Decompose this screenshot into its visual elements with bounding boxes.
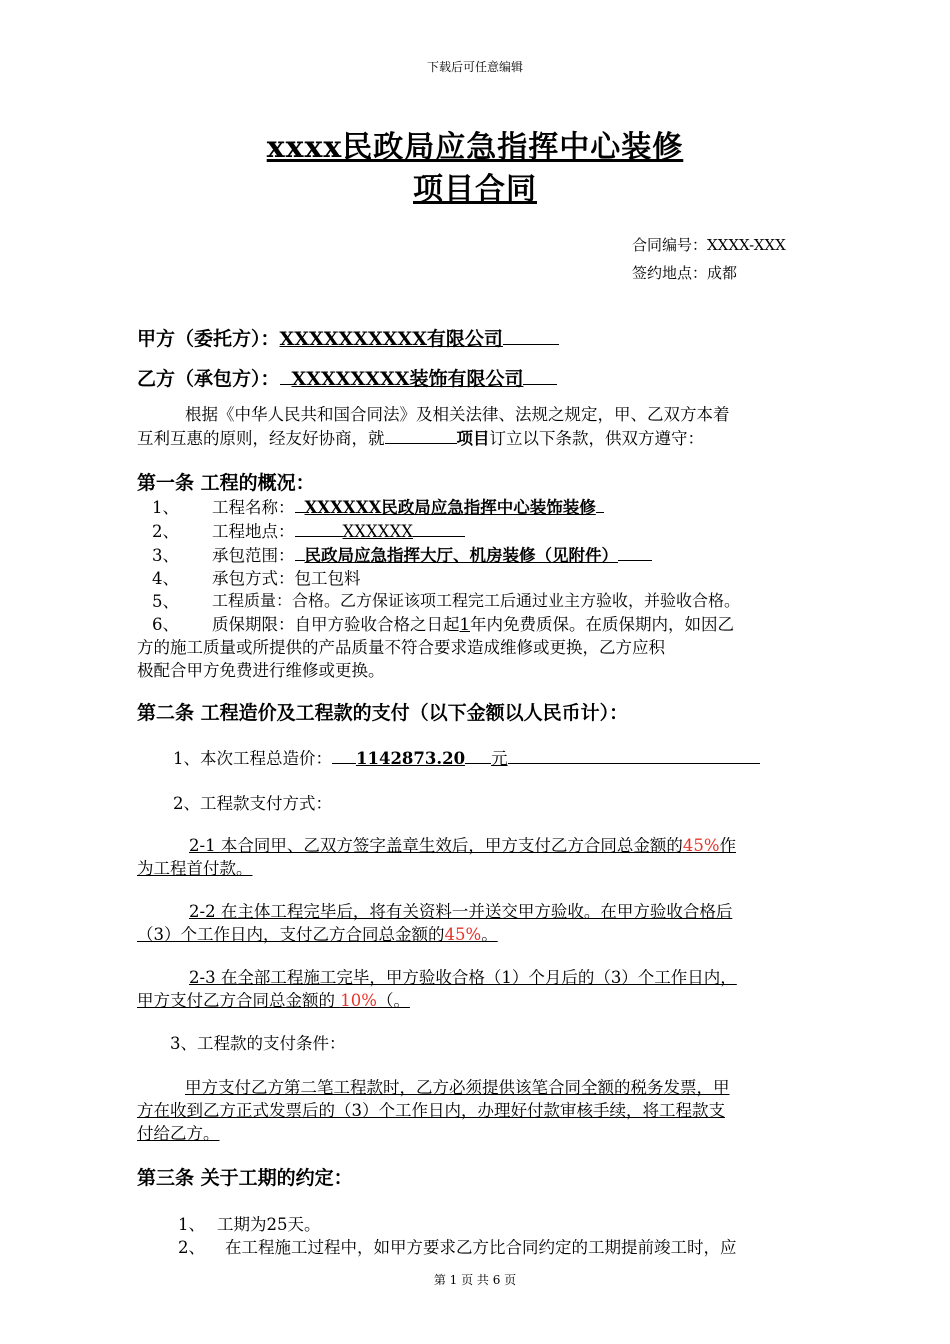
item-label: 工程名称： (212, 498, 295, 517)
payment-condition-line3: 付给乙方。 (137, 1124, 220, 1143)
project-blank (385, 427, 457, 445)
party-a-blank (503, 325, 559, 345)
p2-percent: 45% (444, 925, 482, 944)
blank-pad (596, 496, 604, 514)
page-footer: 第 1 页 共 6 页 (433, 1273, 517, 1287)
blank-pad (295, 520, 343, 538)
article1-item5 (212, 588, 740, 611)
warranty-line3: 极配合甲方免费进行维修或更换。 (137, 661, 385, 680)
party-b-label: 乙方（承包方）： (137, 368, 280, 390)
p1-text: 2-1 本合同甲、乙双方签字盖章生效后，甲方支付乙方合同总金额的 (189, 836, 683, 855)
sign-place: 签约地点：成都 (632, 264, 738, 282)
warranty-years: 1 (459, 615, 470, 634)
preamble-project: 项目 (456, 429, 490, 448)
total-price (173, 745, 760, 769)
article1-item3 (212, 542, 652, 566)
p2-text: （3）个工作日内，支付乙方合同总金额的 (137, 925, 445, 944)
total-price-value: 1142873.20 (356, 749, 466, 768)
article3-item1-num: 1、 (178, 1215, 205, 1234)
payment-2-2-line2 (137, 921, 498, 945)
article1-item6-num: 6、 (152, 615, 179, 634)
article3-title: 第三条 关于工期的约定： (137, 1167, 353, 1189)
item-label: 承包范围： (212, 546, 295, 565)
party-b-name: XXXXXXXX装饰有限公司 (291, 368, 524, 390)
item-label: 工程地点： (212, 522, 295, 541)
blank-pad (413, 520, 465, 538)
p3-percent: 10% (340, 991, 377, 1010)
total-price-unit: 元 (491, 749, 508, 768)
blank-pad (295, 496, 305, 514)
party-a-label: 甲方（委托方）： (137, 328, 280, 350)
party-b (137, 364, 557, 391)
payment-condition-line2: 方在收到乙方正式发票后的（3）个工作日内，办理好付款审核手续，将工程款支 (137, 1101, 725, 1120)
payment-method-label: 2、工程款支付方式： (173, 794, 332, 813)
item-label: 质保期限： (212, 615, 295, 634)
blank-pad (295, 544, 305, 562)
warranty-rest: 年内免费质保。在质保期内，如因乙 (470, 615, 734, 634)
preamble-text: 互利互惠的原则，经友好协商，就 (137, 429, 385, 448)
preamble-line2 (137, 425, 704, 449)
contract-number: 合同编号：XXXX-XXX (632, 236, 786, 254)
article1-item1 (212, 494, 604, 518)
article1-item5-num: 5、 (152, 592, 179, 611)
project-location-value: XXXXXX (342, 522, 413, 541)
payment-2-1-line2: 为工程首付款。 (137, 859, 253, 878)
item-label: 承包方式： (212, 569, 295, 588)
preamble-line1: 根据《中华人民共和国合同法》及相关法律、法规之规定，甲、乙双方本着 (185, 405, 730, 424)
warranty-line2: 方的施工质量或所提供的产品质量不符合要求造成维修或更换，乙方应积 (137, 638, 665, 657)
quality-value: 合格。乙方保证该项工程完工后通过业主方验收，并验收合格。 (292, 591, 741, 610)
p1-tail: 作 (719, 836, 737, 855)
article3-item2-num: 2、 (178, 1238, 205, 1257)
party-a-name: XXXXXXXXXX有限公司 (279, 328, 503, 350)
article2-title: 第二条 工程造价及工程款的支付（以下金额以人民币计）： (137, 702, 629, 724)
scope-value: 民政局应急指挥大厅、机房装修（见附件） (304, 546, 618, 565)
payment-condition-label: 3、工程款的支付条件： (170, 1034, 346, 1053)
payment-2-1-line1 (189, 832, 736, 856)
method-value: 包工包料 (294, 569, 361, 588)
article1-title: 第一条 工程的概况： (137, 472, 315, 494)
blank-pad (465, 747, 491, 765)
blank-pad (332, 747, 356, 765)
payment-condition-line1: 甲方支付乙方第二笔工程款时，乙方必须提供该笔合同全额的税务发票，甲 (185, 1078, 730, 1097)
page-header: 下载后可任意编辑 (426, 60, 523, 74)
article1-item1-num: 1、 (152, 498, 179, 517)
blank-pad (618, 544, 652, 562)
article1-item2-num: 2、 (152, 522, 179, 541)
contract-title-line2: 项目合同 (413, 172, 537, 207)
p2-tail: 。 (481, 925, 498, 944)
article1-item2 (212, 518, 465, 542)
project-name-value: XXXXXX民政局应急指挥中心装饰装修 (304, 498, 596, 517)
article1-item4-num: 4、 (152, 569, 179, 588)
party-b-blank (523, 365, 557, 385)
contract-title-line1: xxxx民政局应急指挥中心装修 (266, 130, 684, 165)
payment-2-3-line1: 2-3 在全部工程施工完毕，甲方验收合格（1）个月后的（3）个工作日内， (189, 968, 737, 987)
payment-2-2-line1: 2-2 在主体工程完毕后，将有关资料一并送交甲方验收。在甲方验收合格后 (189, 902, 733, 921)
party-a (137, 324, 559, 351)
p3-text: 甲方支付乙方合同总金额的 (137, 991, 335, 1010)
p1-percent: 45% (682, 836, 720, 855)
preamble-tail: 订立以下条款，供双方遵守： (489, 429, 704, 448)
total-price-label: 1、本次工程总造价： (173, 749, 332, 768)
item-label: 工程质量： (212, 591, 293, 610)
blank-pad (508, 747, 760, 765)
article1-item3-num: 3、 (152, 546, 179, 565)
party-b-blank-pre (280, 365, 292, 385)
warranty-text: 自甲方验收合格之日起 (294, 615, 460, 634)
article1-item6 (212, 611, 734, 635)
article3-item1: 工期为25天。 (217, 1215, 321, 1234)
article3-item2: 在工程施工过程中，如甲方要求乙方比合同约定的工期提前竣工时，应 (225, 1238, 737, 1257)
payment-2-3-line2 (137, 987, 410, 1011)
p3-tail: （。 (376, 991, 410, 1010)
article1-item4 (212, 565, 361, 589)
